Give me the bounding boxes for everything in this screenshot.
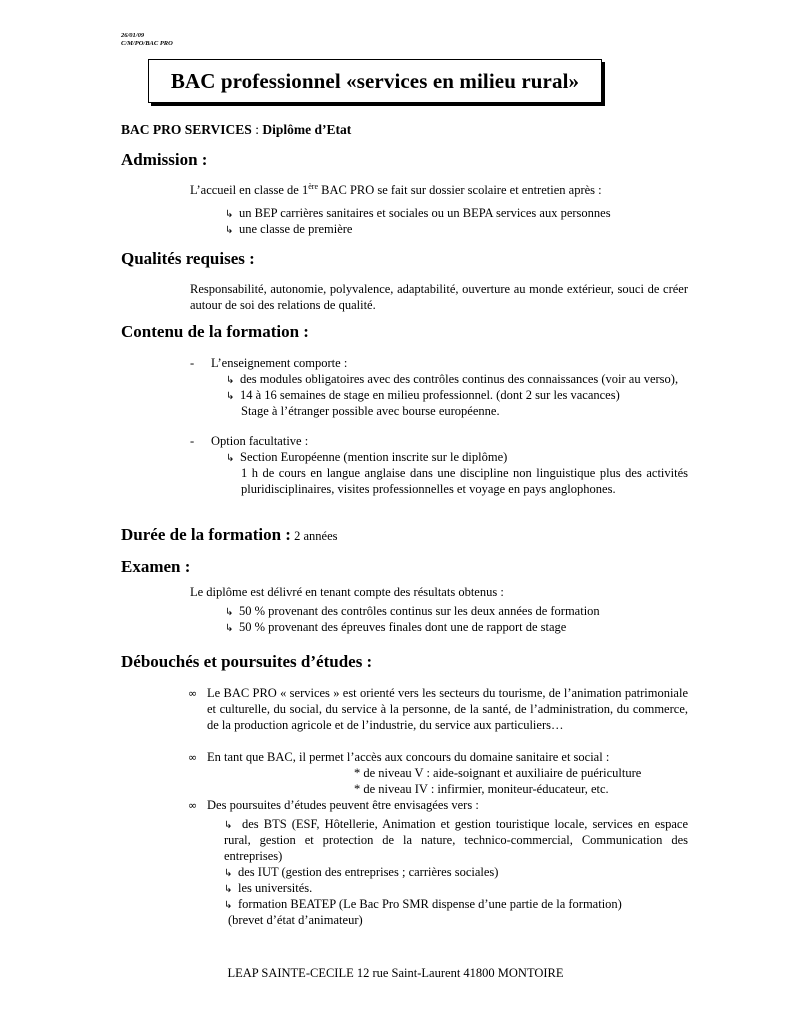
header-code: C/M/PO/BAC PRO	[121, 40, 173, 47]
duree-heading	[121, 525, 337, 545]
arrow-icon: ↳	[225, 607, 234, 618]
beatep-label: formation BEATEP (Le Bac Pro SMR dispense d’une partie de la formation)	[238, 897, 622, 911]
examen-heading: Examen :	[121, 557, 191, 576]
subtitle	[121, 122, 351, 138]
arrow-icon: ↳	[225, 209, 234, 220]
enseignement-item-label: des modules obligatoires avec des contrôles continus des connaissances (voir au verso),	[240, 372, 679, 386]
infinity-icon	[188, 685, 205, 702]
qualites-text: Responsabilité, autonomie, polyvalence, adaptabilité, ouverture au monde extérieur, souci de créer autour de soi des relations de qualité.	[190, 282, 688, 312]
infinity-icon	[188, 749, 205, 766]
admission-item	[225, 221, 352, 239]
examen-item	[225, 619, 566, 637]
stage-note: Stage à l’étranger possible avec bourse européenne.	[241, 404, 500, 418]
title-box	[148, 59, 602, 103]
infinity-glyph: ∞	[188, 799, 198, 812]
infinity-icon	[188, 797, 205, 814]
examen-item-label: 50 % provenant des contrôles continus sur les deux années de formation	[239, 604, 600, 618]
enseignement-item-label: 14 à 16 semaines de stage en milieu professionnel. (dont 2 sur les vacances)	[240, 388, 620, 402]
arrow-icon: ↳	[224, 900, 233, 911]
option-text: 1 h de cours en langue anglaise dans une discipline non linguistique plus des activités pluridisciplinaires, visites professionnelles et voyage en pays anglophones.	[241, 466, 688, 496]
contenu-dash: -	[190, 434, 195, 448]
option-label: Option facultative :	[211, 434, 309, 448]
arrow-glyph: ↳	[224, 820, 233, 831]
debouches-p3: Des poursuites d’études peuvent être envisagées vers :	[207, 798, 479, 812]
admission-intro-pre: L’accueil en classe de 1	[190, 183, 309, 197]
debouches-p2: En tant que BAC, il permet l’accès aux concours du domaine sanitaire et social :	[207, 750, 610, 764]
arrow-icon: ↳	[224, 884, 233, 895]
admission-item-label: une classe de première	[239, 222, 353, 236]
univ-label: les universités.	[238, 881, 313, 895]
arrow-icon: ↳	[225, 623, 234, 634]
subtitle-separator: :	[251, 122, 263, 137]
admission-intro	[190, 182, 602, 198]
debouches-heading: Débouchés et poursuites d’études :	[121, 652, 373, 671]
qualites-heading: Qualités requises :	[121, 249, 255, 268]
examen-item-label: 50 % provenant des épreuves finales dont une de rapport de stage	[239, 620, 567, 634]
niveau-line: * de niveau IV : infirmier, moniteur-éducateur, etc.	[354, 782, 609, 796]
page-title: BAC professionnel «services en milieu rural»	[170, 68, 580, 93]
contenu-heading: Contenu de la formation :	[121, 322, 309, 341]
niveau-line: * de niveau V : aide-soignant et auxiliaire de puériculture	[354, 766, 642, 780]
iut-label: des IUT (gestion des entreprises ; carrières sociales)	[238, 865, 499, 879]
arrow-icon: ↳	[224, 868, 233, 879]
footer-address: LEAP SAINTE-CECILE 12 rue Saint-Laurent 41800 MONTOIRE	[227, 966, 564, 980]
admission-item-label: un BEP carrières sanitaires et sociales ou un BEPA services aux personnes	[239, 206, 611, 220]
infinity-glyph: ∞	[188, 751, 198, 764]
header-date: 26/01/09	[121, 32, 145, 39]
admission-intro-post: BAC PRO se fait sur dossier scolaire et entretien après :	[318, 183, 602, 197]
arrow-icon: ↳	[226, 453, 235, 464]
subtitle-diploma: Diplôme d’Etat	[262, 122, 352, 137]
arrow-icon: ↳	[226, 391, 235, 402]
admission-heading: Admission :	[121, 150, 208, 169]
admission-intro-sup: ère	[308, 181, 318, 191]
arrow-icon: ↳	[225, 225, 234, 236]
enseignement-label: L’enseignement comporte :	[211, 356, 348, 370]
bts-text: des BTS (ESF, Hôtellerie, Animation et gestion touristique locale, services en espace rural, gestion et protection de la nature, technico-commercial, Communication des entreprises)	[224, 817, 688, 863]
examen-intro: Le diplôme est délivré en tenant compte des résultats obtenus :	[190, 585, 504, 599]
arrow-icon: ↳	[226, 375, 235, 386]
duree-heading-label: Durée de la formation :	[121, 525, 291, 544]
infinity-glyph: ∞	[188, 687, 198, 700]
debouches-p1: Le BAC PRO « services » est orienté vers les secteurs du tourisme, de l’animation patrimoniale et culturelle, du social, du service à la personne, de la santé, de l’administration, du commerce, de la production agricole et de l’industrie, du service aux particuliers…	[207, 686, 688, 732]
beatep-note: (brevet d’état d’animateur)	[228, 913, 363, 927]
duree-value: 2 années	[290, 529, 338, 543]
option-item-label: Section Européenne (mention inscrite sur le diplôme)	[240, 450, 508, 464]
subtitle-name: BAC PRO SERVICES	[121, 122, 252, 137]
contenu-dash: -	[190, 356, 195, 370]
